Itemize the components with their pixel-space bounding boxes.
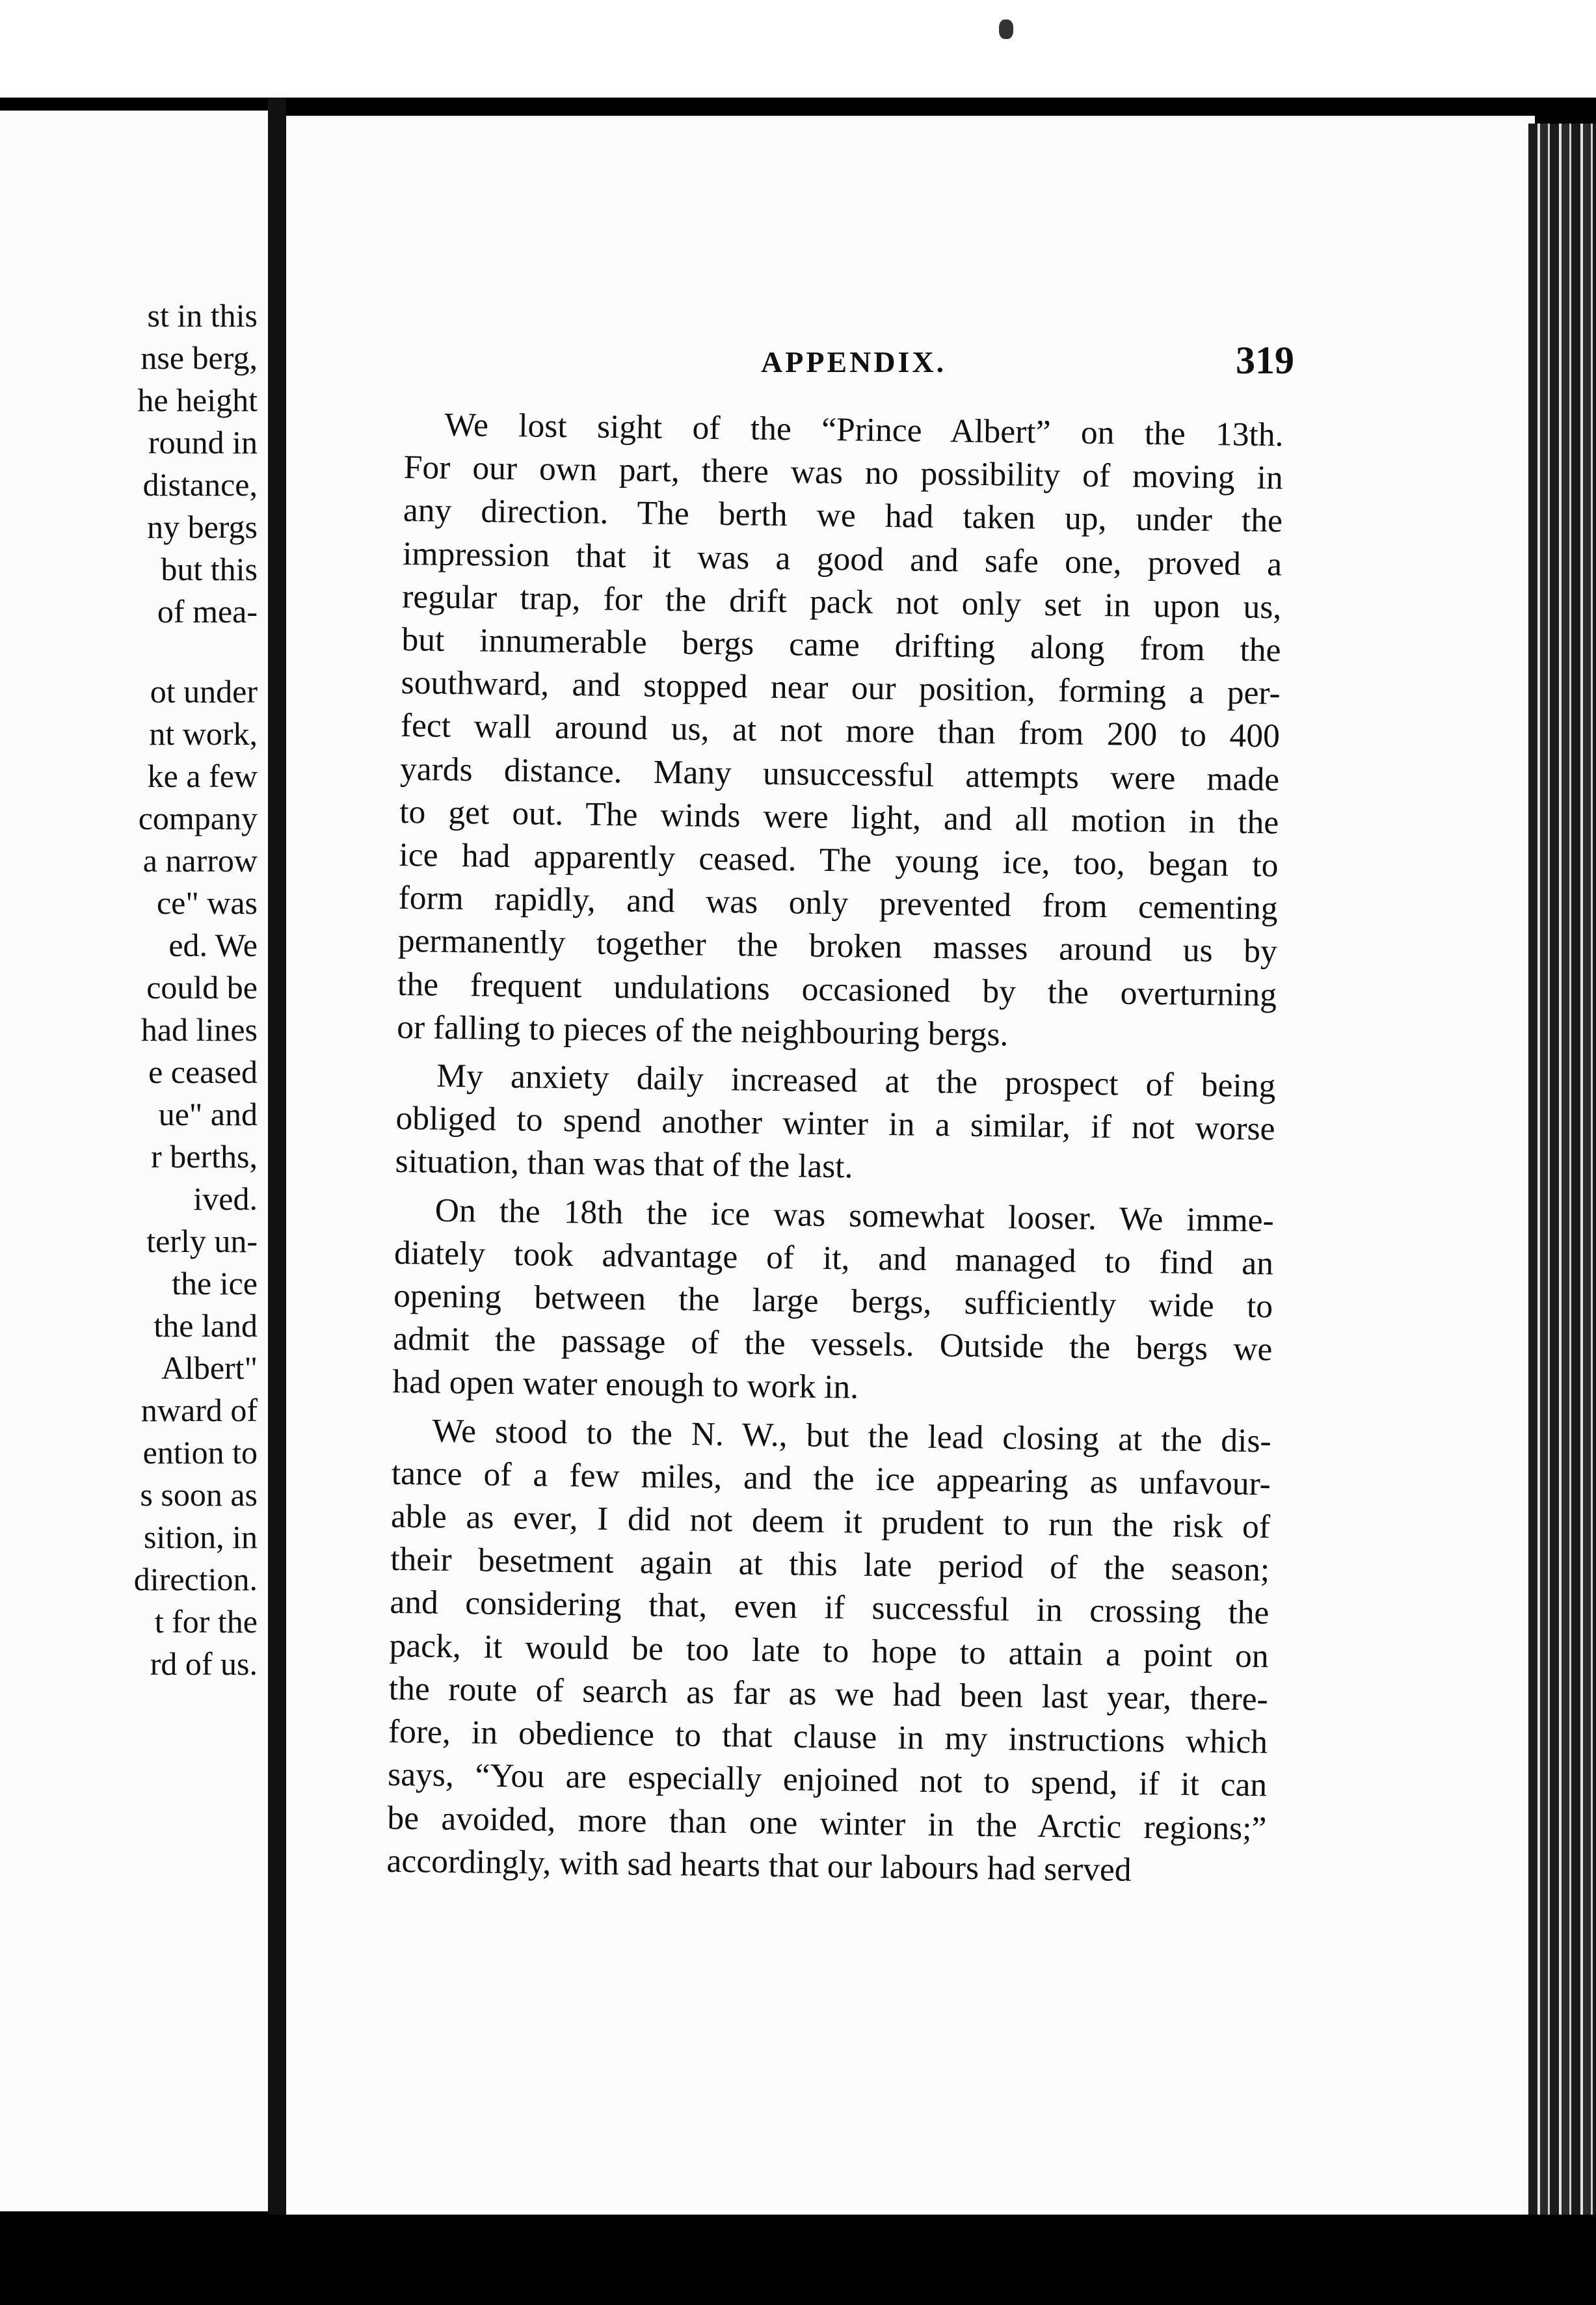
facing-page-line: a narrow <box>142 842 258 879</box>
text-line: and considering that, even if successful in crossing the <box>390 1584 1270 1632</box>
text-line: ice had apparently ceased. The young ice, too, began to <box>399 836 1279 885</box>
scan-top-margin <box>0 0 1596 98</box>
facing-page-line: ed. We <box>168 927 258 963</box>
text-line: tance of a few miles, and the ice appearing as unfavour- <box>391 1454 1271 1503</box>
text-line: their besetment again at this late period of the season; <box>390 1541 1270 1589</box>
text-line: diately took advantage of it, and managed to find an <box>393 1234 1274 1283</box>
page-header <box>468 338 1294 384</box>
facing-page-line: ived. <box>193 1180 258 1217</box>
scan-bottom-margin <box>0 2215 1596 2305</box>
facing-page-line: Albert" <box>161 1350 258 1386</box>
facing-page-line: ot under <box>150 673 258 710</box>
text-line: but innumerable bergs came drifting along from the <box>401 620 1281 669</box>
text-line: opening between the large bergs, sufficiently wide to <box>393 1277 1273 1326</box>
body-text <box>386 403 1284 1899</box>
text-line: We stood to the N. W., but the lead closing at the dis- <box>432 1412 1271 1460</box>
text-line: obliged to spend another winter in a similar, if not worse <box>395 1100 1275 1148</box>
paragraph <box>397 403 1284 1059</box>
text-line: had open water enough to work in. <box>392 1363 859 1407</box>
facing-page-line: nward of <box>140 1392 258 1428</box>
facing-page-line: ke a few <box>147 758 258 794</box>
paragraph <box>386 1409 1271 1894</box>
text-line: My anxiety daily increased at the prospect of being <box>436 1057 1276 1105</box>
text-line: yards distance. Many unsuccessful attempts were made <box>399 750 1280 799</box>
text-line: able as ever, I did not deem it prudent to run the risk of <box>390 1497 1271 1546</box>
facing-page-line: terly un- <box>146 1223 258 1259</box>
facing-page-line: direction. <box>133 1561 258 1597</box>
text-line: be avoided, more than one winter in the Arctic regions;” <box>387 1799 1267 1847</box>
facing-page-line: ny bergs <box>147 509 258 545</box>
facing-page-line: he height <box>137 382 258 418</box>
facing-page-line: rd of us. <box>150 1645 258 1682</box>
facing-page-line: ention to <box>142 1434 258 1471</box>
facing-page-line: r berths, <box>151 1138 258 1175</box>
facing-page-line: ce" was <box>156 885 258 921</box>
running-head: APPENDIX. <box>761 345 947 379</box>
facing-page-line: could be <box>146 969 258 1006</box>
text-line: any direction. The berth we had taken up, under the <box>403 492 1283 540</box>
scan-speck <box>999 20 1013 39</box>
page-number: 319 <box>1236 339 1294 382</box>
text-line: situation, than was that of the last. <box>395 1143 853 1186</box>
text-line: to get out. The winds were light, and all motion in the <box>399 793 1279 842</box>
facing-page-line: the land <box>153 1307 258 1344</box>
book-gutter <box>268 98 286 2218</box>
facing-page-line: but this <box>161 551 258 587</box>
text-line: accordingly, with sad hearts that our labours had served <box>386 1842 1132 1889</box>
text-line: pack, it would be too late to hope to attain a point on <box>389 1627 1269 1675</box>
facing-page-line: round in <box>148 424 258 460</box>
facing-page-line: s soon as <box>140 1476 258 1513</box>
facing-page-line: sition, in <box>143 1519 258 1555</box>
text-line: On the 18th the ice was somewhat looser. We imme- <box>434 1192 1275 1240</box>
text-line: permanently together the broken masses around us by <box>397 922 1278 970</box>
facing-page-line: the ice <box>172 1265 258 1301</box>
facing-page-line: had lines <box>140 1011 258 1048</box>
text-line: admit the passage of the vessels. Outside the bergs we <box>393 1320 1273 1368</box>
text-line: We lost sight of the “Prince Albert” on the 13th. <box>444 406 1284 454</box>
facing-page-line: distance, <box>142 466 258 503</box>
facing-page-line: nse berg, <box>140 340 258 376</box>
text-line: says, “You are especially enjoined not to spend, if it can <box>387 1756 1268 1804</box>
facing-page-line: nt work, <box>149 715 258 752</box>
paragraph <box>392 1189 1274 1415</box>
facing-page-line: ue" and <box>158 1096 258 1132</box>
facing-page-line: st in this <box>147 297 258 334</box>
text-line: regular trap, for the drift pack not only set in upon us, <box>402 578 1282 626</box>
text-line: For our own part, there was no possibility of moving in <box>403 449 1284 497</box>
text-line: impression that it was a good and safe one, proved a <box>402 535 1283 583</box>
text-line: fect wall around us, at not more than from 200 to 400 <box>400 707 1281 755</box>
text-line: or falling to pieces of the neighbouring bergs. <box>396 1008 1009 1054</box>
text-line: the route of search as far as we had been last year, there- <box>388 1670 1269 1718</box>
facing-page-line: t for the <box>154 1603 258 1640</box>
facing-page-fragment <box>0 111 268 2211</box>
text-line: southward, and stopped near our position, forming a per- <box>401 664 1281 712</box>
page-edges <box>1528 124 1596 2218</box>
paragraph <box>395 1054 1275 1194</box>
text-line: the frequent undulations occasioned by the overturning <box>397 965 1277 1014</box>
text-line: fore, in obedience to that clause in my instructions which <box>388 1712 1268 1761</box>
text-line: form rapidly, and was only prevented from cementing <box>398 879 1278 927</box>
facing-page-line: e ceased <box>148 1054 258 1090</box>
facing-page-line: company <box>138 800 258 836</box>
facing-page-line: of mea- <box>157 593 258 630</box>
